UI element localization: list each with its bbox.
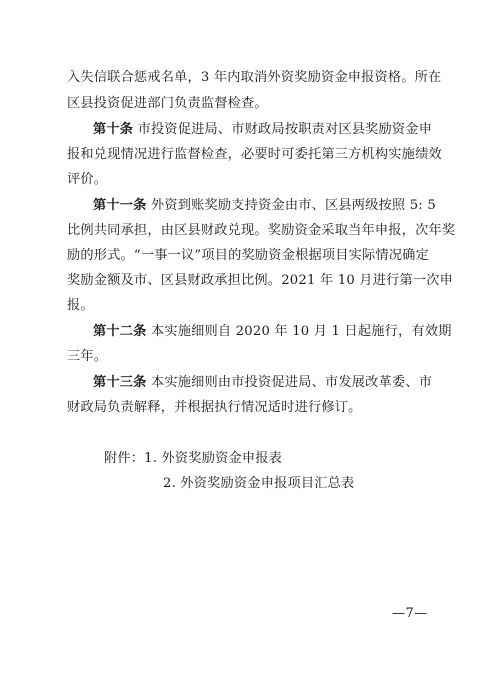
text-line: 比例共同承担，由区县财政兑现。奖励资金采取当年申报，次年奖 [67,223,456,238]
text-line: 入失信联合惩戒名单，3 年内取消外资奖励资金申报资格。所在 [67,70,442,85]
article-11-line [93,197,436,215]
text-line: 报。 [67,298,94,313]
article-13-line [93,374,432,392]
text-line: 区县投资促进部门负责监督检查。 [67,96,268,111]
text-line: 财政局负责解释，并根据执行情况适时进行修订。 [67,400,362,415]
article-12-title: 第十二条 [93,324,147,339]
text-line: 奖励金额及市、区县财政承担比例。2021 年 10 月进行第一次申 [67,273,454,288]
article-11-title: 第十一条 [93,198,147,213]
article-13-title: 第十三条 [93,375,147,390]
article-12-line [93,323,452,341]
page-number: —7— [392,606,428,621]
text-line: 励的形式。“一事一议”项目的奖励资金根据项目实际情况确定 [67,248,429,263]
article-10-line [93,121,432,139]
article-11-text: 外资到账奖励支持资金由市、区县两级按照 5: 5 [146,198,436,213]
text-line: 评价。 [67,172,108,187]
article-10-text: 市投资促进局、市财政局按职责对区县奖励资金申 [133,122,433,137]
attachment-label: 附件：1. 外资奖励资金申报表 [104,451,283,466]
article-10-title: 第十条 [93,122,134,137]
text-line: 三年。 [67,349,108,364]
article-12-text: 本实施细则自 2020 年 10 月 1 日起施行，有效期 [146,324,452,339]
article-13-text: 本实施细则由市投资促进局、市发展改革委、市 [146,375,433,390]
text-line: 报和兑现情况进行监督检查，必要时可委托第三方机构实施绩效 [67,147,442,162]
attachment-item-2: 2. 外资奖励资金申报项目汇总表 [163,476,355,491]
